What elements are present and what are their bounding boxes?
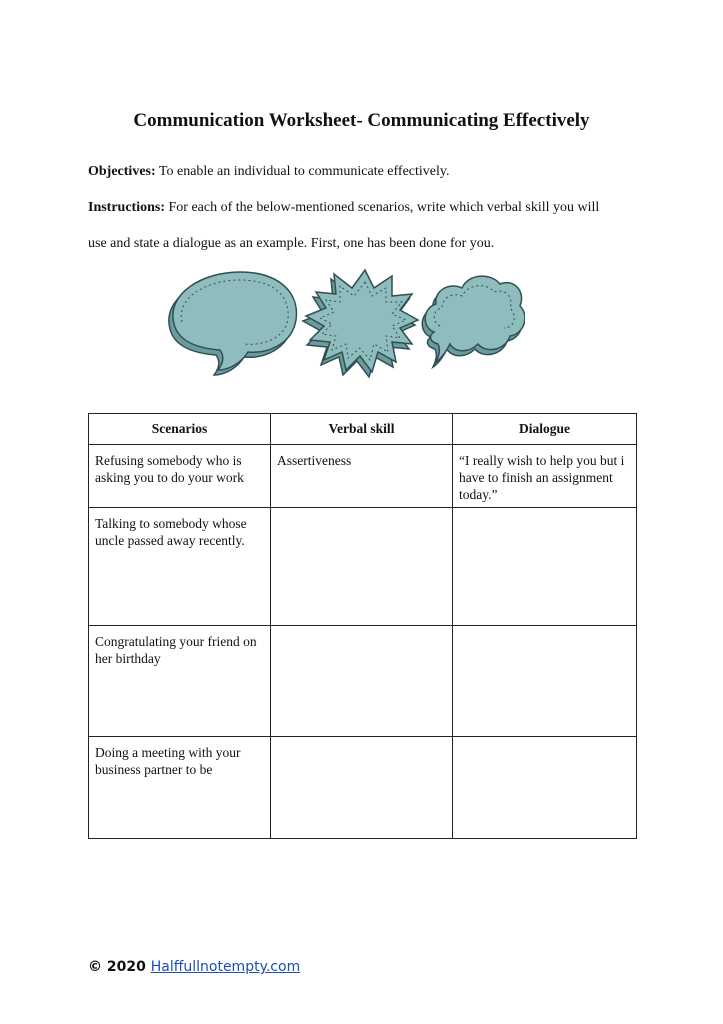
verbal-skill-cell[interactable] <box>271 626 453 737</box>
table-header-row <box>89 414 637 445</box>
instructions-text-1: For each of the below-mentioned scenarios, write which verbal skill you will <box>165 200 600 215</box>
scenario-cell: Talking to somebody whose uncle passed away recently. <box>89 508 271 626</box>
header-scenarios: Scenarios <box>89 414 271 445</box>
speech-bubble-icon <box>169 272 297 375</box>
table-row <box>89 445 637 508</box>
cloud-bubble-icon <box>422 276 525 367</box>
objectives-line <box>88 164 450 180</box>
speech-bubbles-illustration <box>160 262 525 382</box>
copyright-text: © 2020 <box>88 959 146 975</box>
scenario-cell: Doing a meeting with your business partner to be <box>89 737 271 839</box>
burst-bubble-icon <box>303 270 418 377</box>
page-title: Communication Worksheet- Communicating Effectively <box>133 110 590 131</box>
instructions-line-1 <box>88 200 599 216</box>
scenarios-table <box>88 413 637 839</box>
verbal-skill-cell: Assertiveness <box>271 445 453 508</box>
website-link[interactable]: Halffullnotempty.com <box>150 959 301 975</box>
verbal-skill-cell[interactable] <box>271 508 453 626</box>
dialogue-cell[interactable] <box>453 508 637 626</box>
scenario-cell: Refusing somebody who is asking you to do your work <box>89 445 271 508</box>
dialogue-cell[interactable] <box>453 737 637 839</box>
footer <box>88 959 300 975</box>
table-row <box>89 508 637 626</box>
dialogue-cell[interactable] <box>453 626 637 737</box>
dialogue-cell: “I really wish to help you but i have to finish an assignment today.” <box>453 445 637 508</box>
objectives-text: To enable an individual to communicate effectively. <box>155 164 450 179</box>
header-verbal-skill: Verbal skill <box>271 414 453 445</box>
objectives-label: Objectives: <box>88 164 156 179</box>
table-row <box>89 737 637 839</box>
scenario-cell: Congratulating your friend on her birthday <box>89 626 271 737</box>
instructions-line-2: use and state a dialogue as an example. First, one has been done for you. <box>88 236 495 251</box>
instructions-label: Instructions: <box>88 200 166 215</box>
verbal-skill-cell[interactable] <box>271 737 453 839</box>
header-dialogue: Dialogue <box>453 414 637 445</box>
table-row <box>89 626 637 737</box>
